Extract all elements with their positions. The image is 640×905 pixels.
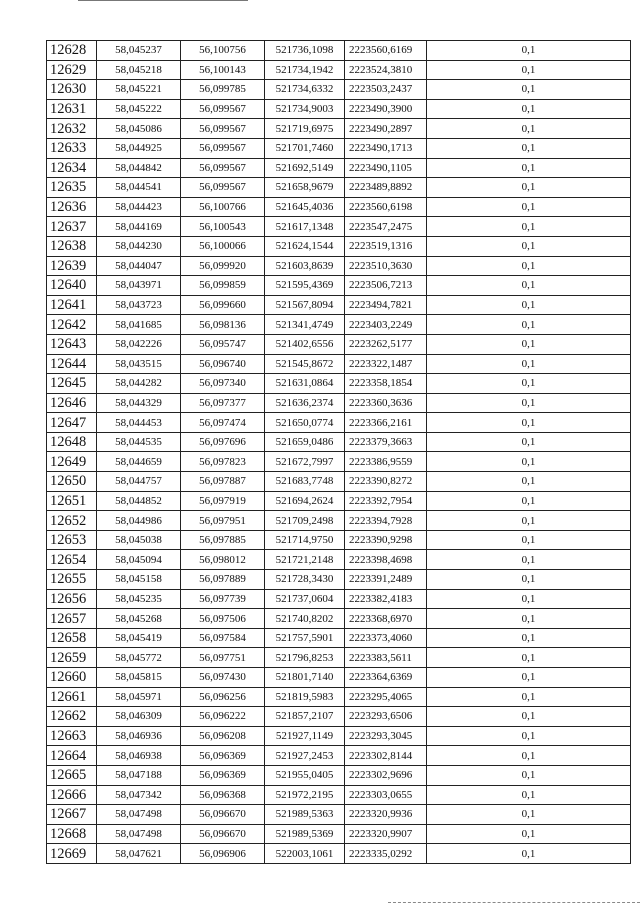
cell-coord-x: 521734,9003 xyxy=(265,99,345,119)
cell-value: 0,1 xyxy=(427,393,631,413)
cell-point-id: 12662 xyxy=(47,707,97,727)
cell-coord-x: 521701,7460 xyxy=(265,138,345,158)
table-row xyxy=(47,315,631,335)
cell-latitude: 58,047342 xyxy=(97,785,181,805)
cell-coord-x: 521740,8202 xyxy=(265,609,345,629)
cell-latitude: 58,046936 xyxy=(97,726,181,746)
cell-coord-y: 2223394,7928 xyxy=(345,511,427,531)
cell-coord-y: 2223494,7821 xyxy=(345,295,427,315)
table-row xyxy=(47,785,631,805)
cell-coord-y: 2223293,3045 xyxy=(345,726,427,746)
cell-coord-x: 521603,8639 xyxy=(265,256,345,276)
cell-coord-x: 521567,8094 xyxy=(265,295,345,315)
table-row xyxy=(47,668,631,688)
cell-longitude: 56,099785 xyxy=(181,80,265,100)
cell-coord-y: 2223547,2475 xyxy=(345,217,427,237)
cell-value: 0,1 xyxy=(427,844,631,864)
cell-coord-x: 521989,5369 xyxy=(265,824,345,844)
cell-value: 0,1 xyxy=(427,197,631,217)
cell-coord-x: 521927,1149 xyxy=(265,726,345,746)
cell-coord-y: 2223358,1854 xyxy=(345,374,427,394)
cell-value: 0,1 xyxy=(427,648,631,668)
cell-longitude: 56,096670 xyxy=(181,824,265,844)
cell-coord-y: 2223392,7954 xyxy=(345,491,427,511)
cell-latitude: 58,045235 xyxy=(97,589,181,609)
table-row xyxy=(47,589,631,609)
cell-longitude: 56,096208 xyxy=(181,726,265,746)
cell-point-id: 12669 xyxy=(47,844,97,864)
cell-coord-y: 2223560,6169 xyxy=(345,41,427,61)
cell-longitude: 56,097584 xyxy=(181,628,265,648)
cell-coord-x: 521692,5149 xyxy=(265,158,345,178)
cell-longitude: 56,100066 xyxy=(181,236,265,256)
cell-longitude: 56,097340 xyxy=(181,374,265,394)
cell-longitude: 56,100756 xyxy=(181,41,265,61)
cell-point-id: 12655 xyxy=(47,570,97,590)
cell-latitude: 58,045772 xyxy=(97,648,181,668)
cell-point-id: 12629 xyxy=(47,60,97,80)
cell-value: 0,1 xyxy=(427,668,631,688)
cell-value: 0,1 xyxy=(427,550,631,570)
cell-latitude: 58,047621 xyxy=(97,844,181,864)
cell-coord-y: 2223390,9298 xyxy=(345,530,427,550)
coordinates-table xyxy=(46,40,631,864)
cell-value: 0,1 xyxy=(427,452,631,472)
cell-longitude: 56,099920 xyxy=(181,256,265,276)
cell-latitude: 58,042226 xyxy=(97,334,181,354)
cell-coord-x: 521659,0486 xyxy=(265,432,345,452)
table-row xyxy=(47,687,631,707)
cell-latitude: 58,043515 xyxy=(97,354,181,374)
table-row xyxy=(47,452,631,472)
scan-bottom-rule xyxy=(388,902,640,904)
cell-coord-y: 2223403,2249 xyxy=(345,315,427,335)
cell-longitude: 56,097919 xyxy=(181,491,265,511)
cell-longitude: 56,096222 xyxy=(181,707,265,727)
cell-coord-y: 2223303,0655 xyxy=(345,785,427,805)
coordinates-table-body xyxy=(47,41,631,864)
cell-latitude: 58,044535 xyxy=(97,432,181,452)
cell-value: 0,1 xyxy=(427,295,631,315)
cell-coord-x: 521734,1942 xyxy=(265,60,345,80)
cell-latitude: 58,046938 xyxy=(97,746,181,766)
cell-point-id: 12647 xyxy=(47,413,97,433)
cell-coord-y: 2223490,1713 xyxy=(345,138,427,158)
cell-coord-y: 2223364,6369 xyxy=(345,668,427,688)
cell-longitude: 56,097739 xyxy=(181,589,265,609)
cell-value: 0,1 xyxy=(427,511,631,531)
cell-coord-x: 521719,6975 xyxy=(265,119,345,139)
cell-point-id: 12653 xyxy=(47,530,97,550)
cell-coord-x: 521645,4036 xyxy=(265,197,345,217)
cell-value: 0,1 xyxy=(427,138,631,158)
cell-coord-y: 2223524,3810 xyxy=(345,60,427,80)
cell-coord-x: 521545,8672 xyxy=(265,354,345,374)
cell-point-id: 12652 xyxy=(47,511,97,531)
table-row xyxy=(47,236,631,256)
table-row xyxy=(47,609,631,629)
scan-top-rule xyxy=(78,0,248,2)
cell-coord-y: 2223383,5611 xyxy=(345,648,427,668)
cell-longitude: 56,096256 xyxy=(181,687,265,707)
cell-coord-y: 2223335,0292 xyxy=(345,844,427,864)
cell-point-id: 12633 xyxy=(47,138,97,158)
table-row xyxy=(47,432,631,452)
table-row xyxy=(47,824,631,844)
table-row xyxy=(47,334,631,354)
cell-point-id: 12666 xyxy=(47,785,97,805)
cell-coord-x: 521927,2453 xyxy=(265,746,345,766)
cell-coord-x: 521617,1348 xyxy=(265,217,345,237)
table-row xyxy=(47,530,631,550)
cell-coord-x: 521650,0774 xyxy=(265,413,345,433)
cell-value: 0,1 xyxy=(427,217,631,237)
cell-longitude: 56,099567 xyxy=(181,99,265,119)
cell-point-id: 12632 xyxy=(47,119,97,139)
cell-coord-x: 521595,4369 xyxy=(265,276,345,296)
cell-point-id: 12634 xyxy=(47,158,97,178)
table-row xyxy=(47,472,631,492)
cell-value: 0,1 xyxy=(427,746,631,766)
cell-coord-x: 521757,5901 xyxy=(265,628,345,648)
cell-latitude: 58,044541 xyxy=(97,178,181,198)
cell-coord-x: 521734,6332 xyxy=(265,80,345,100)
cell-longitude: 56,100766 xyxy=(181,197,265,217)
cell-longitude: 56,096906 xyxy=(181,844,265,864)
cell-coord-x: 521636,2374 xyxy=(265,393,345,413)
cell-point-id: 12645 xyxy=(47,374,97,394)
table-row xyxy=(47,491,631,511)
table-row xyxy=(47,628,631,648)
cell-latitude: 58,047498 xyxy=(97,824,181,844)
cell-coord-x: 521972,2195 xyxy=(265,785,345,805)
cell-coord-y: 2223379,3663 xyxy=(345,432,427,452)
cell-coord-y: 2223322,1487 xyxy=(345,354,427,374)
table-row xyxy=(47,197,631,217)
cell-latitude: 58,045094 xyxy=(97,550,181,570)
cell-value: 0,1 xyxy=(427,178,631,198)
cell-value: 0,1 xyxy=(427,374,631,394)
cell-value: 0,1 xyxy=(427,41,631,61)
cell-coord-y: 2223386,9559 xyxy=(345,452,427,472)
cell-point-id: 12668 xyxy=(47,824,97,844)
cell-point-id: 12646 xyxy=(47,393,97,413)
cell-value: 0,1 xyxy=(427,726,631,746)
cell-coord-x: 521801,7140 xyxy=(265,668,345,688)
cell-coord-x: 521658,9679 xyxy=(265,178,345,198)
table-row xyxy=(47,119,631,139)
cell-point-id: 12656 xyxy=(47,589,97,609)
cell-longitude: 56,098012 xyxy=(181,550,265,570)
cell-point-id: 12640 xyxy=(47,276,97,296)
cell-coord-x: 521709,2498 xyxy=(265,511,345,531)
cell-coord-x: 521728,3430 xyxy=(265,570,345,590)
table-row xyxy=(47,844,631,864)
cell-coord-y: 2223490,2897 xyxy=(345,119,427,139)
cell-latitude: 58,045419 xyxy=(97,628,181,648)
cell-coord-y: 2223490,1105 xyxy=(345,158,427,178)
cell-latitude: 58,045971 xyxy=(97,687,181,707)
table-row xyxy=(47,41,631,61)
cell-coord-x: 521683,7748 xyxy=(265,472,345,492)
cell-longitude: 56,097696 xyxy=(181,432,265,452)
cell-value: 0,1 xyxy=(427,824,631,844)
cell-value: 0,1 xyxy=(427,99,631,119)
cell-value: 0,1 xyxy=(427,707,631,727)
cell-latitude: 58,047498 xyxy=(97,805,181,825)
cell-longitude: 56,096670 xyxy=(181,805,265,825)
cell-coord-y: 2223503,2437 xyxy=(345,80,427,100)
table-row xyxy=(47,354,631,374)
cell-value: 0,1 xyxy=(427,256,631,276)
table-row xyxy=(47,374,631,394)
table-row xyxy=(47,138,631,158)
cell-coord-x: 521989,5363 xyxy=(265,805,345,825)
cell-value: 0,1 xyxy=(427,589,631,609)
cell-latitude: 58,044852 xyxy=(97,491,181,511)
cell-longitude: 56,097951 xyxy=(181,511,265,531)
cell-coord-x: 521796,8253 xyxy=(265,648,345,668)
cell-longitude: 56,097506 xyxy=(181,609,265,629)
cell-coord-x: 522003,1061 xyxy=(265,844,345,864)
cell-value: 0,1 xyxy=(427,80,631,100)
cell-coord-x: 521694,2624 xyxy=(265,491,345,511)
cell-coord-x: 521857,2107 xyxy=(265,707,345,727)
table-row xyxy=(47,805,631,825)
cell-coord-x: 521819,5983 xyxy=(265,687,345,707)
cell-longitude: 56,099567 xyxy=(181,178,265,198)
cell-point-id: 12667 xyxy=(47,805,97,825)
cell-coord-y: 2223373,4060 xyxy=(345,628,427,648)
cell-latitude: 58,045221 xyxy=(97,80,181,100)
cell-value: 0,1 xyxy=(427,805,631,825)
cell-coord-y: 2223382,4183 xyxy=(345,589,427,609)
cell-coord-y: 2223302,8144 xyxy=(345,746,427,766)
table-row xyxy=(47,256,631,276)
cell-latitude: 58,046309 xyxy=(97,707,181,727)
cell-latitude: 58,044659 xyxy=(97,452,181,472)
cell-latitude: 58,044842 xyxy=(97,158,181,178)
cell-value: 0,1 xyxy=(427,334,631,354)
table-row xyxy=(47,570,631,590)
cell-latitude: 58,045086 xyxy=(97,119,181,139)
cell-latitude: 58,044230 xyxy=(97,236,181,256)
cell-point-id: 12643 xyxy=(47,334,97,354)
cell-coord-x: 521736,1098 xyxy=(265,41,345,61)
cell-longitude: 56,100543 xyxy=(181,217,265,237)
table-row xyxy=(47,158,631,178)
cell-longitude: 56,096369 xyxy=(181,765,265,785)
cell-point-id: 12642 xyxy=(47,315,97,335)
cell-latitude: 58,045158 xyxy=(97,570,181,590)
cell-point-id: 12661 xyxy=(47,687,97,707)
table-row xyxy=(47,217,631,237)
cell-latitude: 58,045218 xyxy=(97,60,181,80)
cell-value: 0,1 xyxy=(427,432,631,452)
cell-coord-y: 2223368,6970 xyxy=(345,609,427,629)
cell-coord-y: 2223366,2161 xyxy=(345,413,427,433)
cell-point-id: 12628 xyxy=(47,41,97,61)
cell-latitude: 58,045237 xyxy=(97,41,181,61)
cell-latitude: 58,043971 xyxy=(97,276,181,296)
cell-latitude: 58,041685 xyxy=(97,315,181,335)
cell-point-id: 12664 xyxy=(47,746,97,766)
table-row xyxy=(47,80,631,100)
cell-value: 0,1 xyxy=(427,570,631,590)
cell-value: 0,1 xyxy=(427,530,631,550)
cell-coord-y: 2223295,4065 xyxy=(345,687,427,707)
cell-longitude: 56,097430 xyxy=(181,668,265,688)
cell-longitude: 56,099567 xyxy=(181,158,265,178)
cell-latitude: 58,047188 xyxy=(97,765,181,785)
cell-point-id: 12638 xyxy=(47,236,97,256)
cell-point-id: 12635 xyxy=(47,178,97,198)
cell-value: 0,1 xyxy=(427,472,631,492)
cell-value: 0,1 xyxy=(427,628,631,648)
cell-coord-y: 2223302,9696 xyxy=(345,765,427,785)
cell-longitude: 56,099567 xyxy=(181,119,265,139)
cell-value: 0,1 xyxy=(427,491,631,511)
cell-value: 0,1 xyxy=(427,354,631,374)
cell-coord-x: 521624,1544 xyxy=(265,236,345,256)
cell-point-id: 12648 xyxy=(47,432,97,452)
cell-point-id: 12657 xyxy=(47,609,97,629)
table-row xyxy=(47,765,631,785)
table-row xyxy=(47,413,631,433)
cell-value: 0,1 xyxy=(427,687,631,707)
cell-value: 0,1 xyxy=(427,60,631,80)
cell-longitude: 56,096368 xyxy=(181,785,265,805)
cell-coord-y: 2223293,6506 xyxy=(345,707,427,727)
cell-latitude: 58,044282 xyxy=(97,374,181,394)
cell-latitude: 58,044925 xyxy=(97,138,181,158)
table-row xyxy=(47,707,631,727)
cell-longitude: 56,099859 xyxy=(181,276,265,296)
cell-point-id: 12659 xyxy=(47,648,97,668)
cell-coord-x: 521955,0405 xyxy=(265,765,345,785)
cell-value: 0,1 xyxy=(427,158,631,178)
cell-point-id: 12650 xyxy=(47,472,97,492)
cell-point-id: 12665 xyxy=(47,765,97,785)
cell-longitude: 56,096740 xyxy=(181,354,265,374)
cell-longitude: 56,097751 xyxy=(181,648,265,668)
table-row xyxy=(47,178,631,198)
cell-latitude: 58,043723 xyxy=(97,295,181,315)
cell-longitude: 56,100143 xyxy=(181,60,265,80)
cell-longitude: 56,097823 xyxy=(181,452,265,472)
cell-longitude: 56,097885 xyxy=(181,530,265,550)
cell-coord-x: 521721,2148 xyxy=(265,550,345,570)
cell-longitude: 56,096369 xyxy=(181,746,265,766)
cell-longitude: 56,099567 xyxy=(181,138,265,158)
cell-coord-y: 2223506,7213 xyxy=(345,276,427,296)
table-row xyxy=(47,550,631,570)
cell-latitude: 58,045038 xyxy=(97,530,181,550)
cell-latitude: 58,044047 xyxy=(97,256,181,276)
table-row xyxy=(47,60,631,80)
cell-coord-y: 2223398,4698 xyxy=(345,550,427,570)
cell-latitude: 58,045222 xyxy=(97,99,181,119)
table-row xyxy=(47,726,631,746)
cell-value: 0,1 xyxy=(427,119,631,139)
cell-coord-y: 2223510,3630 xyxy=(345,256,427,276)
cell-value: 0,1 xyxy=(427,315,631,335)
cell-coord-x: 521714,9750 xyxy=(265,530,345,550)
cell-point-id: 12651 xyxy=(47,491,97,511)
cell-coord-y: 2223390,8272 xyxy=(345,472,427,492)
cell-longitude: 56,095747 xyxy=(181,334,265,354)
cell-value: 0,1 xyxy=(427,785,631,805)
cell-point-id: 12649 xyxy=(47,452,97,472)
cell-point-id: 12636 xyxy=(47,197,97,217)
cell-longitude: 56,099660 xyxy=(181,295,265,315)
cell-value: 0,1 xyxy=(427,413,631,433)
cell-coord-y: 2223560,6198 xyxy=(345,197,427,217)
cell-longitude: 56,098136 xyxy=(181,315,265,335)
cell-point-id: 12654 xyxy=(47,550,97,570)
cell-coord-x: 521341,4749 xyxy=(265,315,345,335)
cell-coord-y: 2223262,5177 xyxy=(345,334,427,354)
cell-latitude: 58,044757 xyxy=(97,472,181,492)
cell-value: 0,1 xyxy=(427,609,631,629)
table-row xyxy=(47,99,631,119)
cell-coord-y: 2223320,9936 xyxy=(345,805,427,825)
cell-value: 0,1 xyxy=(427,765,631,785)
cell-latitude: 58,045815 xyxy=(97,668,181,688)
cell-longitude: 56,097889 xyxy=(181,570,265,590)
cell-latitude: 58,044169 xyxy=(97,217,181,237)
cell-point-id: 12637 xyxy=(47,217,97,237)
cell-latitude: 58,044329 xyxy=(97,393,181,413)
table-row xyxy=(47,276,631,296)
cell-coord-y: 2223489,8892 xyxy=(345,178,427,198)
cell-coord-x: 521631,0864 xyxy=(265,374,345,394)
cell-point-id: 12660 xyxy=(47,668,97,688)
cell-point-id: 12644 xyxy=(47,354,97,374)
cell-latitude: 58,044423 xyxy=(97,197,181,217)
cell-coord-x: 521672,7997 xyxy=(265,452,345,472)
cell-longitude: 56,097887 xyxy=(181,472,265,492)
table-row xyxy=(47,511,631,531)
cell-latitude: 58,044986 xyxy=(97,511,181,531)
cell-coord-y: 2223490,3900 xyxy=(345,99,427,119)
table-row xyxy=(47,295,631,315)
cell-coord-y: 2223320,9907 xyxy=(345,824,427,844)
cell-coord-y: 2223360,3636 xyxy=(345,393,427,413)
cell-coord-y: 2223391,2489 xyxy=(345,570,427,590)
cell-point-id: 12630 xyxy=(47,80,97,100)
cell-coord-y: 2223519,1316 xyxy=(345,236,427,256)
cell-point-id: 12639 xyxy=(47,256,97,276)
table-row xyxy=(47,393,631,413)
cell-coord-x: 521402,6556 xyxy=(265,334,345,354)
cell-value: 0,1 xyxy=(427,236,631,256)
cell-longitude: 56,097474 xyxy=(181,413,265,433)
cell-point-id: 12641 xyxy=(47,295,97,315)
cell-point-id: 12663 xyxy=(47,726,97,746)
table-row xyxy=(47,746,631,766)
cell-latitude: 58,045268 xyxy=(97,609,181,629)
cell-coord-x: 521737,0604 xyxy=(265,589,345,609)
cell-point-id: 12658 xyxy=(47,628,97,648)
cell-point-id: 12631 xyxy=(47,99,97,119)
table-row xyxy=(47,648,631,668)
cell-latitude: 58,044453 xyxy=(97,413,181,433)
cell-longitude: 56,097377 xyxy=(181,393,265,413)
cell-value: 0,1 xyxy=(427,276,631,296)
